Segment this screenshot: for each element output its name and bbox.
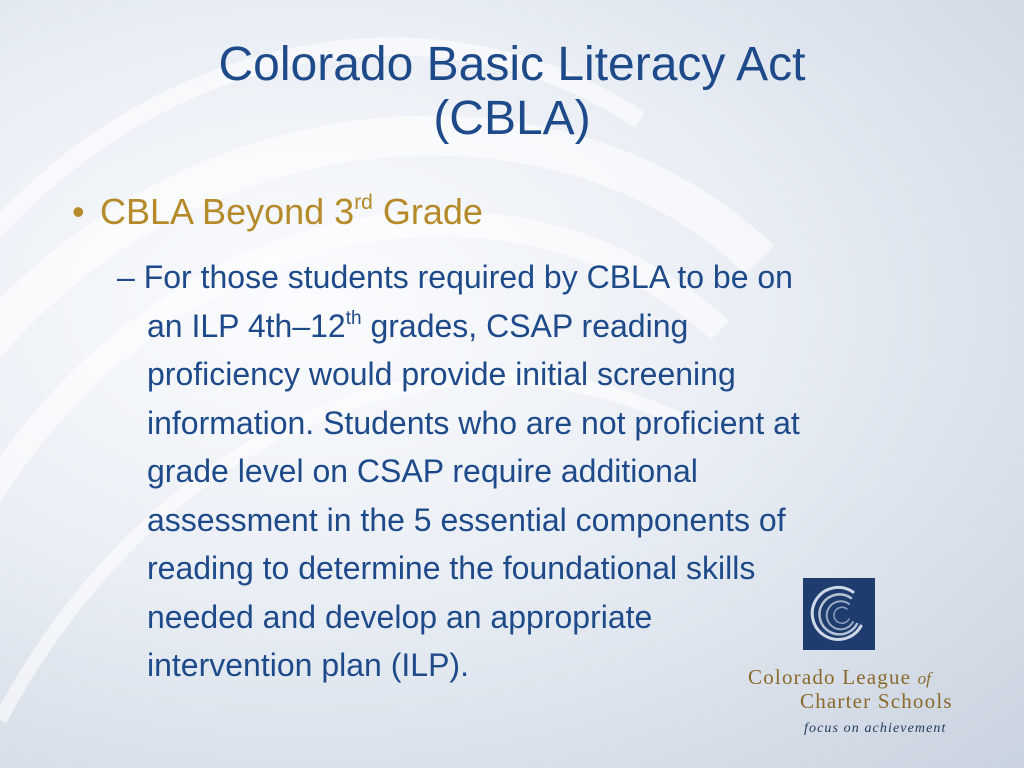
logo-name-1: Colorado League [748,665,912,689]
sub-line-3: proficiency would provide initial screening [147,356,736,392]
bullet-text: CBLA Beyond 3 [100,191,355,232]
sub-text-2a: an ILP 4th–12 [147,307,346,344]
logo-tagline: focus on achievement [804,721,947,736]
slide-title [0,38,1024,146]
sub-line-8: needed and develop an appropriate [147,598,653,635]
sub-line-6: assessment in the 5 essential components of [147,501,786,538]
logo-line-2: Charter Schools [800,689,953,713]
sub-line-5: grade level on CSAP require additional [147,453,698,489]
title-line-2: (CBLA) [433,92,591,145]
bullet-level-1 [72,190,483,234]
sub-dash: – [117,259,135,295]
sub-line-9: intervention plan (ILP). [147,647,469,683]
sub-text-2b: grades, CSAP reading [361,307,689,344]
logo-line-1 [748,666,1008,690]
sub-line-4: information. Students who are not proficient at [147,404,800,441]
bullet-superscript: rd [354,191,373,214]
sub-line-7: reading to determine the foundational skills [147,550,756,586]
sub-superscript: th [345,307,362,329]
logo-of: of [917,669,931,688]
bullet-dot: • [72,191,85,232]
sub-line-1 [117,253,967,302]
league-logo-icon [803,578,875,650]
title-line-1: Colorado Basic Literacy Act [218,38,806,91]
sub-line-2 [117,302,967,351]
league-logo-text [748,666,1008,737]
sub-text-1: For those students required by CBLA to be on [143,259,793,295]
bullet-text-tail: Grade [372,191,483,232]
